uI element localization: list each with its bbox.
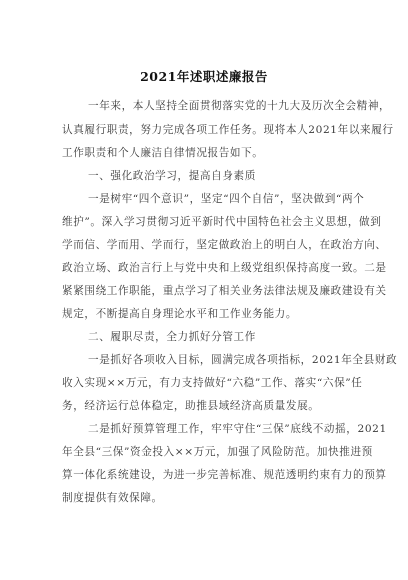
paragraph-2-line-6: 规定，不断提高自身理论水平和工作业务能力。: [62, 308, 298, 320]
section-heading-1: 一、强化政治学习，提高自身素质: [88, 170, 256, 182]
document-title: 2021年述职述廉报告: [140, 69, 268, 84]
paragraph-1-line-2: 认真履行职责，努力完成各项工作任务。现将本人2021年以来履行: [62, 124, 394, 136]
paragraph-4-line-3: 算一体化系统建设，为进一步完善标准、规范透明约束有力的预算: [62, 469, 387, 481]
paragraph-4-line-4: 制度提供有效保障。: [62, 492, 163, 504]
section-heading-2: 二、履职尽责，全力抓好分管工作: [88, 331, 256, 343]
paragraph-3-line-3: 务，经济运行总体稳定，助推县域经济高质量发展。: [62, 400, 320, 412]
paragraph-1-line-1: 一年来，本人坚持全面贯彻落实党的十九大及历次全会精神，: [88, 100, 391, 112]
paragraph-2-line-5: 紧紧围绕工作职能，重点学习了相关业务法律法规及廉政建设有关: [62, 285, 387, 297]
paragraph-3-line-2: 收入实现××万元，有力支持做好“六稳”工作、落实“六保”任: [62, 377, 363, 389]
paragraph-2-line-4: 政治立场、政治言行上与党中央和上级党组织保持高度一致。二是: [62, 262, 387, 274]
paragraph-2-line-3: 学而信、学而用、学而行，坚定做政治上的明白人，在政治方向、: [62, 239, 387, 251]
paragraph-4-line-1: 二是抓好预算管理工作，牢牢守住“三保”底线不动摇，2021: [88, 423, 387, 435]
paragraph-2-line-1: 一是树牢“四个意识”，坚定“四个自信”，坚决做到“两个: [88, 193, 365, 205]
paragraph-2-line-2: 维护”。深入学习贯彻习近平新时代中国特色社会主义思想，做到: [62, 216, 382, 228]
paragraph-1-line-3: 工作职责和个人廉洁自律情况报告如下。: [62, 147, 264, 159]
paragraph-4-line-2: 年全县“三保”资金投入××万元，加强了风险防范。加快推进预: [62, 446, 373, 458]
paragraph-3-line-1: 一是抓好各项收入目标，圆满完成各项指标，2021年全县财政: [88, 354, 398, 366]
